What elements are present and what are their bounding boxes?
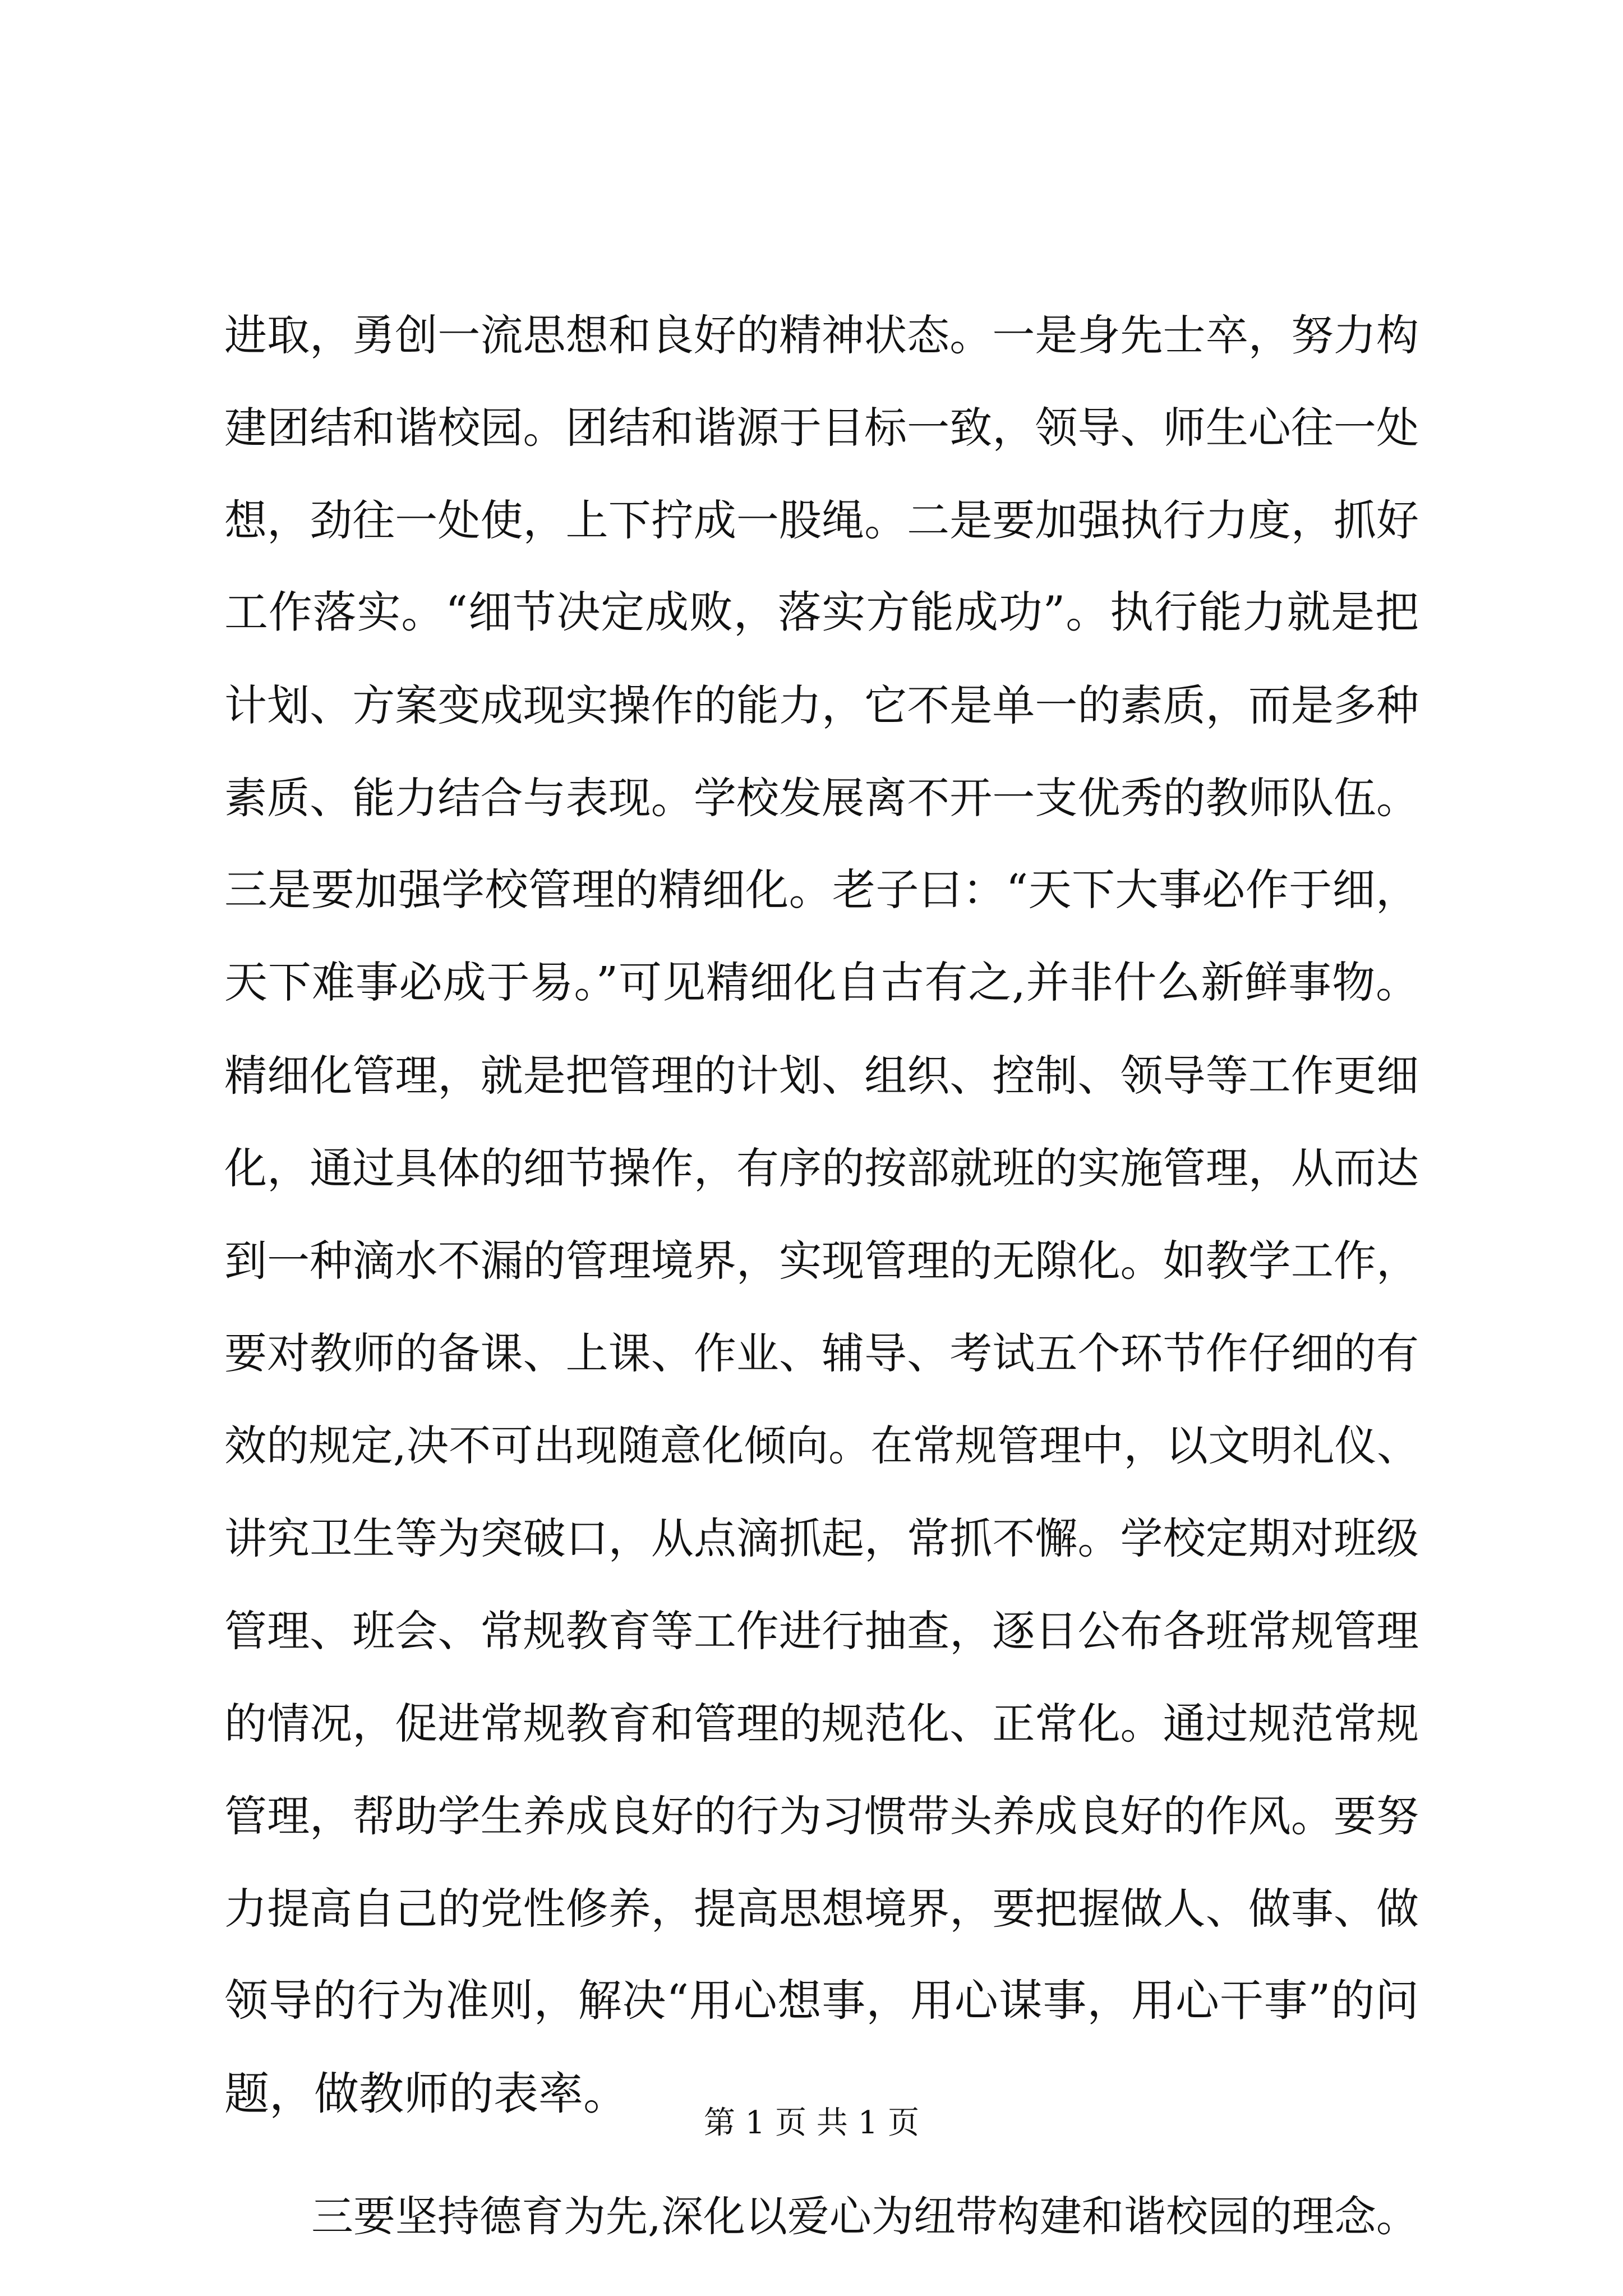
paragraph-line-16: 的情况，促进常规教育和管理的规范化、正常化。通过规范常规	[224, 1699, 1419, 1749]
paragraph-line-10: 化，通过具体的细节操作，有序的按部就班的实施管理，从而达	[224, 1143, 1419, 1193]
paragraph-line-9: 精细化管理，就是把管理的计划、组织、控制、领导等工作更细	[224, 1051, 1419, 1101]
paragraph-line-17: 管理，帮助学生养成良好的行为习惯带头养成良好的作风。要努	[224, 1791, 1419, 1841]
paragraph-line-3: 想，劲往一处使，上下拧成一股绳。二是要加强执行力度，抓好	[224, 495, 1419, 545]
paragraph-line-6: 素质、能力结合与表现。学校发展离不开一支优秀的教师队伍。	[224, 773, 1419, 823]
paragraph-line-19: 领导的行为准则，解决“用心想事，用心谋事，用心干事”的问	[224, 1976, 1419, 2026]
paragraph-line-11: 到一种滴水不漏的管理境界，实现管理的无隙化。如教学工作，	[224, 1236, 1419, 1286]
second-paragraph: 三要坚持德育为先,深化以爱心为纽带构建和谐校园的理念。	[311, 2192, 1418, 2241]
paragraph-line-14: 讲究卫生等为突破口，从点滴抓起，常抓不懈。学校定期对班级	[224, 1513, 1419, 1563]
page-number-footer: 第 1 页 共 1 页	[703, 2105, 920, 2141]
paragraph-line-8: 天下难事必成于易。”可见精细化自古有之,并非什么新鲜事物。	[224, 958, 1419, 1008]
paragraph-line-12: 要对教师的备课、上课、作业、辅导、考试五个环节作仔细的有	[224, 1328, 1419, 1378]
paragraph-line-1: 进取，勇创一流思想和良好的精神状态。一是身先士卒，努力构	[224, 310, 1419, 360]
paragraph-line-13: 效的规定,决不可出现随意化倾向。在常规管理中，以文明礼仪、	[224, 1421, 1419, 1470]
paragraph-line-4: 工作落实。“细节决定成败，落实方能成功”。执行能力就是把	[224, 587, 1419, 638]
document-body	[224, 289, 1419, 2263]
paragraph-line-5: 计划、方案变成现实操作的能力，它不是单一的素质，而是多种	[224, 680, 1419, 730]
paragraph-line-2: 建团结和谐校园。团结和谐源于目标一致，领导、师生心往一处	[224, 403, 1419, 453]
paragraph-line-18: 力提高自己的党性修养，提高思想境界，要把握做人、做事、做	[224, 1884, 1419, 1934]
paragraph-line-20: 题，做教师的表率。	[224, 2068, 628, 2120]
paragraph-line-15: 管理、班会、常规教育等工作进行抽查，逐日公布各班常规管理	[224, 1606, 1419, 1656]
paragraph-line-7: 三是要加强学校管理的精细化。老子曰：“天下大事必作于细，	[224, 866, 1419, 915]
